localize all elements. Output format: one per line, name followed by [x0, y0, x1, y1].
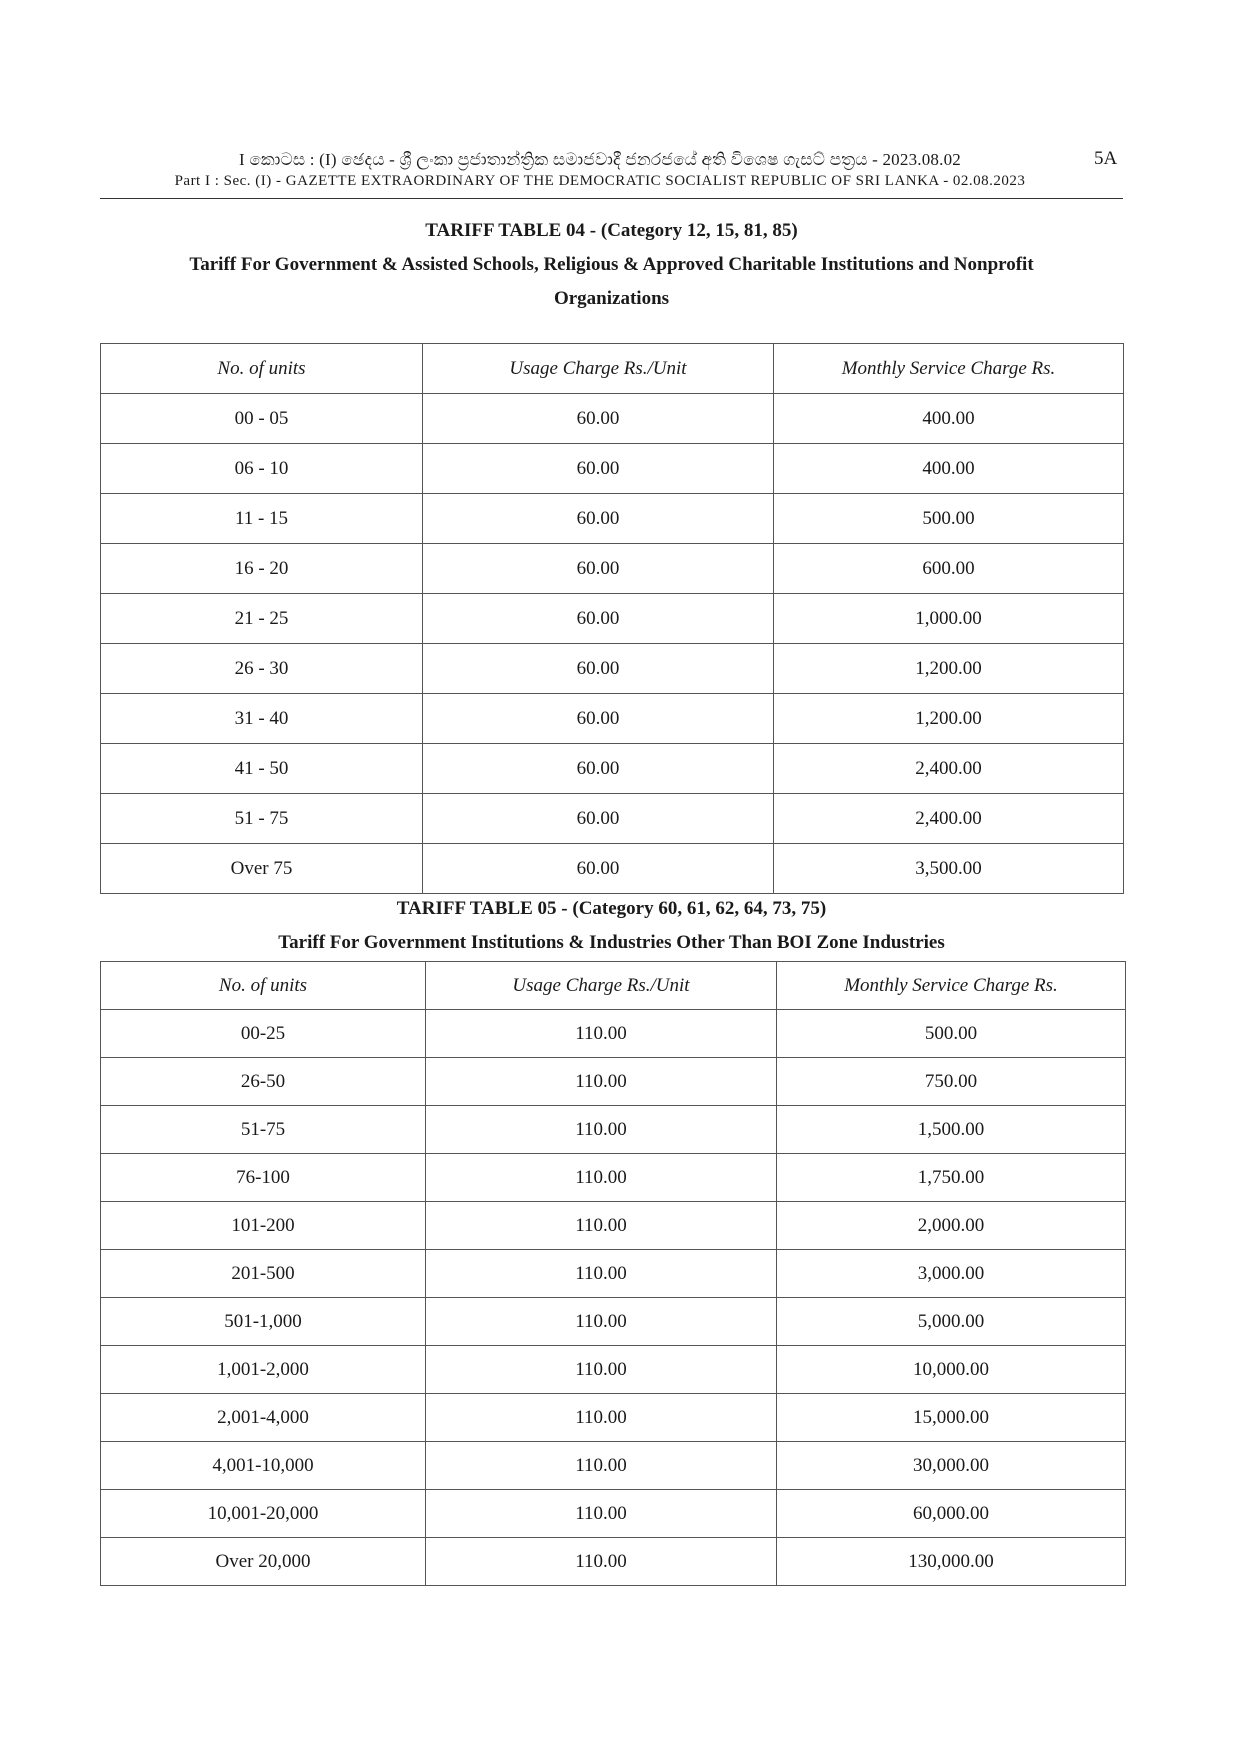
cell-units: 06 - 10	[101, 444, 423, 494]
cell-service-charge: 3,000.00	[777, 1250, 1126, 1298]
cell-units: 201-500	[101, 1250, 426, 1298]
cell-service-charge: 3,500.00	[774, 844, 1124, 894]
cell-usage-charge: 110.00	[426, 1346, 777, 1394]
column-header-usage-charge: Usage Charge Rs./Unit	[426, 962, 777, 1010]
cell-usage-charge: 110.00	[426, 1298, 777, 1346]
cell-usage-charge: 60.00	[423, 644, 774, 694]
table-row	[101, 794, 1124, 844]
cell-usage-charge: 60.00	[423, 744, 774, 794]
cell-units: 1,001-2,000	[101, 1346, 426, 1394]
cell-units: 2,001-4,000	[101, 1394, 426, 1442]
cell-usage-charge: 60.00	[423, 844, 774, 894]
cell-units: 41 - 50	[101, 744, 423, 794]
table-row	[101, 594, 1124, 644]
cell-usage-charge: 110.00	[426, 1442, 777, 1490]
cell-service-charge: 130,000.00	[777, 1538, 1126, 1586]
table-row	[101, 394, 1124, 444]
table-row	[101, 544, 1124, 594]
cell-usage-charge: 110.00	[426, 1490, 777, 1538]
table-row	[101, 494, 1124, 544]
cell-service-charge: 750.00	[777, 1058, 1126, 1106]
column-header-service-charge: Monthly Service Charge Rs.	[774, 344, 1124, 394]
cell-service-charge: 500.00	[777, 1010, 1126, 1058]
cell-units: 16 - 20	[101, 544, 423, 594]
table-row	[101, 1394, 1126, 1442]
cell-usage-charge: 110.00	[426, 1106, 777, 1154]
table-row	[101, 444, 1124, 494]
cell-service-charge: 1,200.00	[774, 694, 1124, 744]
cell-service-charge: 5,000.00	[777, 1298, 1126, 1346]
table-row	[101, 1202, 1126, 1250]
cell-service-charge: 1,500.00	[777, 1106, 1126, 1154]
table-row	[101, 1298, 1126, 1346]
table-row	[101, 694, 1124, 744]
column-header-service-charge: Monthly Service Charge Rs.	[777, 962, 1126, 1010]
table-row	[101, 1154, 1126, 1202]
cell-units: 51 - 75	[101, 794, 423, 844]
cell-units: Over 75	[101, 844, 423, 894]
column-header-units: No. of units	[101, 962, 426, 1010]
cell-usage-charge: 60.00	[423, 544, 774, 594]
cell-units: 00 - 05	[101, 394, 423, 444]
header-english-line: Part I : Sec. (I) - GAZETTE EXTRAORDINARY OF THE DEMOCRATIC SOCIALIST REPUBLIC OF SRI LANKA - 02.08.2023	[174, 173, 1026, 189]
cell-units: 51-75	[101, 1106, 426, 1154]
cell-service-charge: 2,400.00	[774, 744, 1124, 794]
tariff-table-05	[100, 961, 1126, 1586]
table-row	[101, 1538, 1126, 1586]
table05-title: TARIFF TABLE 05 - (Category 60, 61, 62, 64, 73, 75)	[396, 898, 827, 919]
cell-service-charge: 500.00	[774, 494, 1124, 544]
table-header-row	[101, 344, 1124, 394]
cell-units: 101-200	[101, 1202, 426, 1250]
table04-subtitle	[100, 248, 1123, 316]
cell-usage-charge: 110.00	[426, 1394, 777, 1442]
cell-service-charge: 400.00	[774, 394, 1124, 444]
cell-units: 31 - 40	[101, 694, 423, 744]
cell-usage-charge: 60.00	[423, 694, 774, 744]
page-number: 5A	[1094, 148, 1118, 169]
table04-title: TARIFF TABLE 04 - (Category 12, 15, 81, 85)	[425, 220, 798, 241]
table-row	[101, 1058, 1126, 1106]
table-header-row	[101, 962, 1126, 1010]
cell-service-charge: 1,200.00	[774, 644, 1124, 694]
table-row	[101, 1442, 1126, 1490]
cell-service-charge: 15,000.00	[777, 1394, 1126, 1442]
table05-subtitle: Tariff For Government Institutions & Industries Other Than BOI Zone Industries	[278, 932, 945, 953]
table-row	[101, 1010, 1126, 1058]
header-sinhala-line: I කොටස : (I) ඡෙදය - ශ්‍රී ලංකා ප්‍රජාතාන්ත්‍රික සමාජවාදී ජනරජයේ අති විශෙෂ ගැසට් පත්‍රය - 2023.08.02	[239, 150, 961, 169]
cell-usage-charge: 110.00	[426, 1538, 777, 1586]
cell-usage-charge: 110.00	[426, 1010, 777, 1058]
cell-usage-charge: 60.00	[423, 494, 774, 544]
cell-service-charge: 30,000.00	[777, 1442, 1126, 1490]
cell-usage-charge: 110.00	[426, 1250, 777, 1298]
cell-units: 4,001-10,000	[101, 1442, 426, 1490]
cell-service-charge: 600.00	[774, 544, 1124, 594]
cell-units: 26 - 30	[101, 644, 423, 694]
table-row	[101, 644, 1124, 694]
cell-usage-charge: 60.00	[423, 594, 774, 644]
cell-units: 11 - 15	[101, 494, 423, 544]
column-header-usage-charge: Usage Charge Rs./Unit	[423, 344, 774, 394]
cell-service-charge: 1,750.00	[777, 1154, 1126, 1202]
cell-units: 501-1,000	[101, 1298, 426, 1346]
table04-subtitle-line2: Organizations	[553, 288, 670, 309]
cell-service-charge: 2,400.00	[774, 794, 1124, 844]
table-row	[101, 1346, 1126, 1394]
cell-usage-charge: 110.00	[426, 1202, 777, 1250]
table-row	[101, 1250, 1126, 1298]
header-divider	[100, 198, 1123, 199]
cell-units: 76-100	[101, 1154, 426, 1202]
cell-units: 26-50	[101, 1058, 426, 1106]
cell-usage-charge: 110.00	[426, 1058, 777, 1106]
column-header-units: No. of units	[101, 344, 423, 394]
table-row	[101, 1106, 1126, 1154]
cell-units: Over 20,000	[101, 1538, 426, 1586]
cell-usage-charge: 60.00	[423, 794, 774, 844]
table-row	[101, 744, 1124, 794]
tariff-table-04	[100, 343, 1124, 894]
cell-units: 10,001-20,000	[101, 1490, 426, 1538]
cell-service-charge: 10,000.00	[777, 1346, 1126, 1394]
cell-service-charge: 400.00	[774, 444, 1124, 494]
table-row	[101, 844, 1124, 894]
cell-units: 00-25	[101, 1010, 426, 1058]
cell-usage-charge: 60.00	[423, 394, 774, 444]
cell-service-charge: 1,000.00	[774, 594, 1124, 644]
cell-usage-charge: 110.00	[426, 1154, 777, 1202]
cell-units: 21 - 25	[101, 594, 423, 644]
cell-service-charge: 60,000.00	[777, 1490, 1126, 1538]
table-row	[101, 1490, 1126, 1538]
cell-usage-charge: 60.00	[423, 444, 774, 494]
cell-service-charge: 2,000.00	[777, 1202, 1126, 1250]
table04-subtitle-line1: Tariff For Government & Assisted Schools, Religious & Approved Charitable Institutions and Nonprofit	[189, 254, 1034, 275]
